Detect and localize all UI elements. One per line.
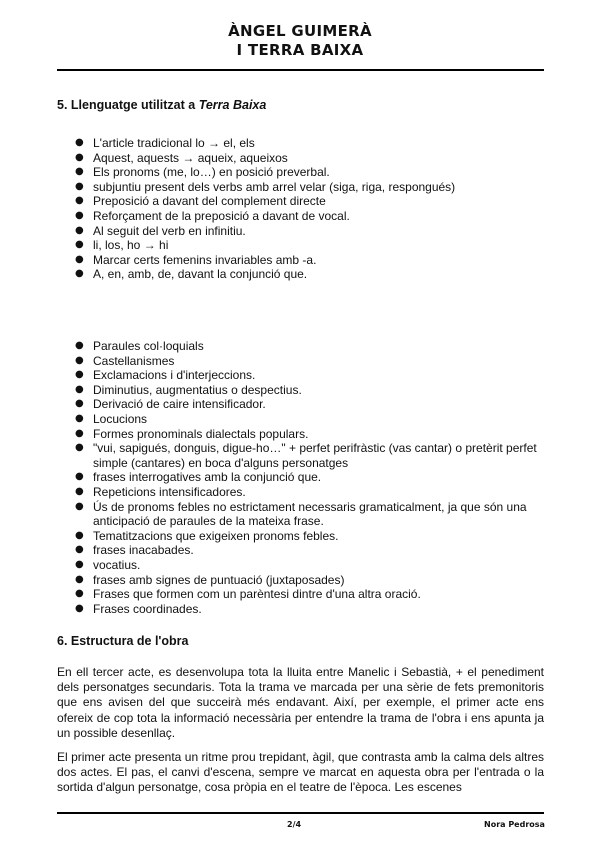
list-item: ● L'article tradicional lo → el, els	[57, 136, 545, 151]
list-item: ● vocatius.	[57, 558, 545, 573]
structure-paragraph-2: El primer acte presenta un ritme prou trepidant, àgil, que contrasta amb la calma dels altres dos actes. El pas, el canvi d'escena, sempre ve marcat en aquesta obra per l'entrada o la sortida d'algun personatge, cosa pròpia en el teatre de l'època. Les escenes	[57, 750, 544, 795]
list-item: ● Marcar certs femenins invariables amb -a.	[57, 253, 545, 268]
structure-paragraph-1: En ell tercer acte, es desenvolupa tota la lluita entre Manelic i Sebastià, + el penediment dels personatges secundaris. Tota la trama ve marcada per una sèrie de fets premonitoris que ens avisen del que succeirà més endavant. Així, per exemple, el primer acte ens ofereix de cop tota la informació necessària per entendre la trama de l'obra i ens apunta ja un possible desenllaç.	[57, 665, 544, 740]
section-5-heading	[57, 98, 266, 112]
list-item: ● Reforçament de la preposició a davant de vocal.	[57, 209, 545, 224]
footer-divider	[57, 812, 544, 814]
list-item: ● Preposició a davant del complement directe	[57, 194, 545, 209]
header-divider	[57, 69, 544, 71]
list-item: ● Paraules col·loquials	[57, 339, 545, 354]
document-title	[0, 22, 600, 60]
section-6-heading: 6. Estructura de l'obra	[57, 634, 189, 648]
list-item: ● Exclamacions i d'interjeccions.	[57, 368, 545, 383]
colloquial-features-list	[57, 339, 545, 616]
list-item: ● A, en, amb, de, davant la conjunció que.	[57, 267, 545, 282]
list-item: ● "vui, sapigués, donguis, digue-ho…" + perfet perifràstic (vas cantar) o pretèrit perfet simple (cantares) en boca d'alguns personatges	[57, 441, 545, 470]
list-item: ● Aquest, aquests → aqueix, aqueixos	[57, 151, 545, 166]
language-features-list	[57, 136, 545, 282]
list-item: ● Formes pronominals dialectals populars.	[57, 427, 545, 442]
list-item: ● Frases que formen com un parèntesi dintre d'una altra oració.	[57, 587, 545, 602]
list-item: ● Al seguit del verb en infinitiu.	[57, 224, 545, 239]
list-item: ● frases interrogatives amb la conjunció que.	[57, 470, 545, 485]
list-item: ● Locucions	[57, 412, 545, 427]
list-item: ● frases amb signes de puntuació (juxtaposades)	[57, 573, 545, 588]
list-item: ● subjuntiu present dels verbs amb arrel velar (siga, riga, respongués)	[57, 180, 545, 195]
list-item: ● Repeticions intensificadores.	[57, 485, 545, 500]
list-item: ● Ús de pronoms febles no estrictament necessaris gramaticalment, ja que són una anticipació de paraules de la mateixa frase.	[57, 500, 545, 529]
footer-author: Nora Pedrosa	[484, 820, 545, 829]
list-item: ● Derivació de caire intensificador.	[57, 397, 545, 412]
list-item: ● Castellanismes	[57, 354, 545, 369]
page-number: 2/4	[287, 820, 302, 829]
list-item: ● frases inacabades.	[57, 543, 545, 558]
list-item: ● Tematitzacions que exigeixen pronoms febles.	[57, 529, 545, 544]
list-item: ● Els pronoms (me, lo…) en posició preverbal.	[57, 165, 545, 180]
title-line-author: ÀNGEL GUIMERÀ	[228, 22, 372, 40]
list-item: ● li, los, ho → hi	[57, 238, 545, 253]
list-item: ● Frases coordinades.	[57, 602, 545, 617]
title-line-work: I TERRA BAIXA	[236, 41, 364, 59]
list-item: ● Diminutius, augmentatius o despectius.	[57, 383, 545, 398]
section-5-heading-work: Terra Baixa	[198, 98, 267, 112]
section-5-heading-text: 5. Llenguatge utilitzat a	[57, 98, 199, 112]
